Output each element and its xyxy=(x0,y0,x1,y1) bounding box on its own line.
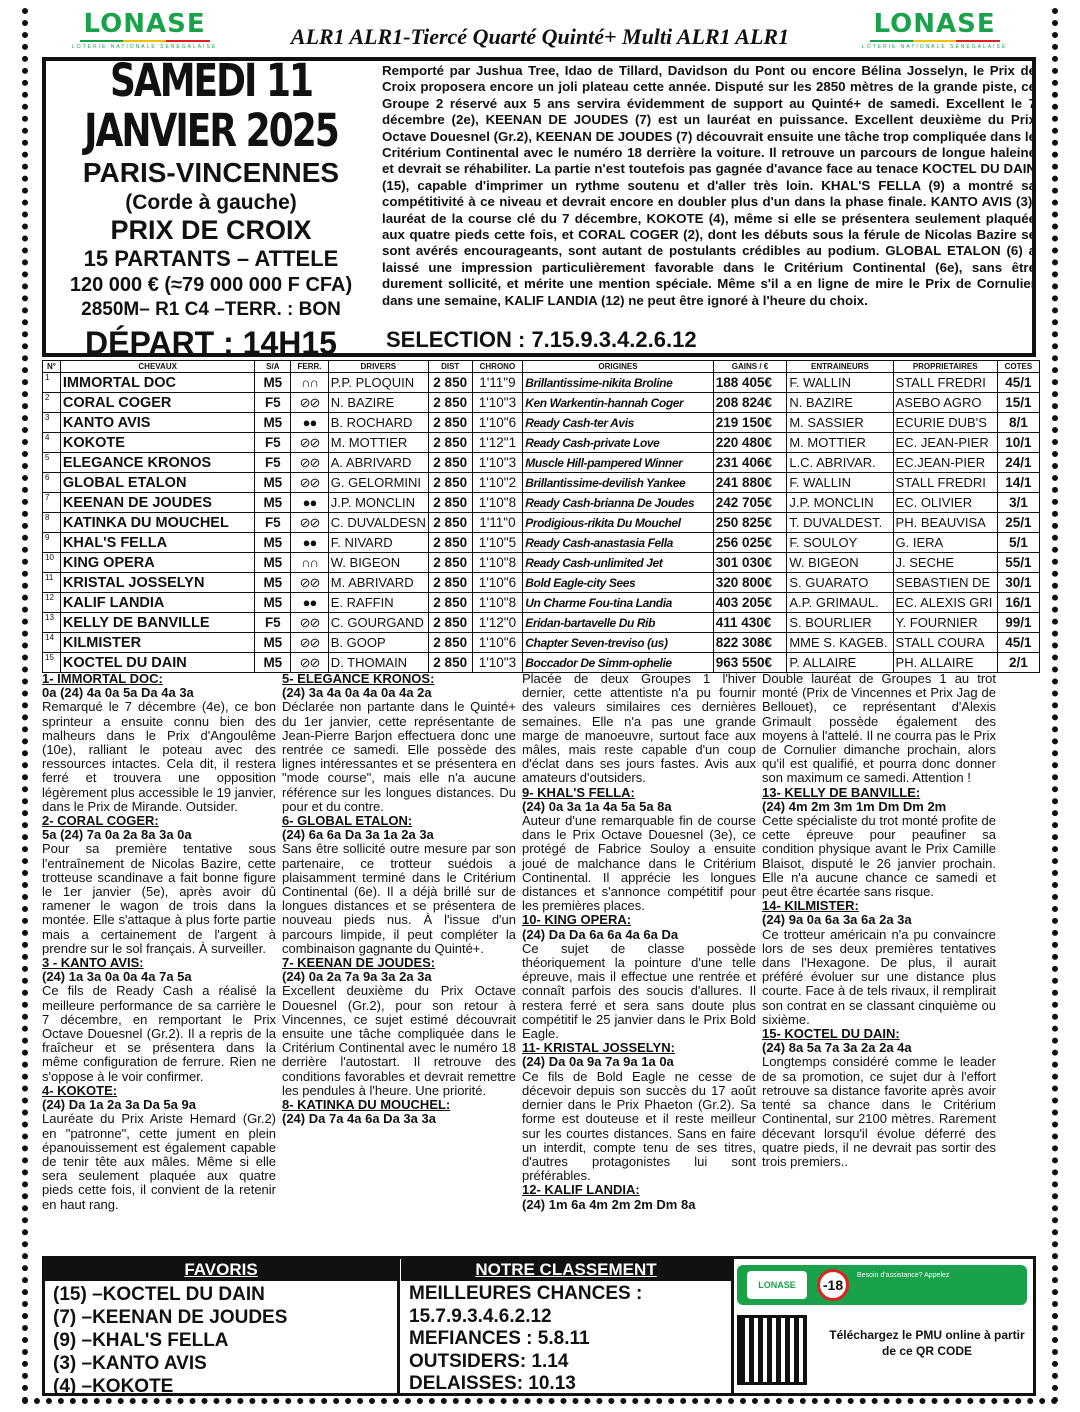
driver: B. GOOP xyxy=(328,633,428,653)
driver: A. ABRIVARD xyxy=(328,453,428,473)
chrono: 1'12"1 xyxy=(472,433,523,453)
proprietaire: EC. OLIVIER xyxy=(893,493,997,513)
entraineur: S. GUARATO xyxy=(787,573,893,593)
delaisses: DELAISSES: 10.13 xyxy=(409,1373,576,1394)
distance: 2 850 xyxy=(428,433,472,453)
chrono: 1'10"8 xyxy=(472,493,523,513)
runner-number: 4 xyxy=(43,433,61,453)
race-date: SAMEDI 11 JANVIER 2025 xyxy=(84,55,338,157)
gains: 301 030€ xyxy=(713,553,787,573)
proprietaire: STALL COURA xyxy=(893,633,997,653)
chrono: 1'10"6 xyxy=(472,413,523,433)
col-origines: ORIGINES xyxy=(523,361,713,373)
distance: 2 850 xyxy=(428,653,472,673)
chrono: 1'10"8 xyxy=(472,593,523,613)
ferrure-icon: ⊘⊘ xyxy=(291,453,329,473)
driver: M. MOTTIER xyxy=(328,433,428,453)
bottom-panel xyxy=(42,1256,1036,1396)
sex-age: M5 xyxy=(255,653,291,673)
chrono: 1'10"6 xyxy=(472,633,523,653)
comment-form: (24) 9a 0a 6a 3a 6a 2a 3a xyxy=(762,912,912,928)
table-row xyxy=(43,413,1040,433)
comment-heading: 15- KOCTEL DU DAIN: xyxy=(762,1026,900,1042)
horse-name: KHAL'S FELLA xyxy=(60,533,255,553)
table-row xyxy=(43,573,1040,593)
gains: 208 824€ xyxy=(713,393,787,413)
origines: Ready Cash-anastasia Fella xyxy=(523,533,713,553)
col-ferr: FERR. xyxy=(291,361,329,373)
comment-text: Placée de deux Groupes 1 l'hiver dernier, cette attentiste n'a pu fournir des valeurs similaires ces dernières semaines. Elle n'a pas une grande marge de manoeuvre, surtout face aux mâles, mais reste capable d'un coup d'éclat dans ses jours fastes. Avis aux amateurs d'outsiders. xyxy=(522,672,756,786)
comment-form: (24) 0a 2a 7a 9a 3a 2a 3a xyxy=(282,969,432,985)
horse-name: KEENAN DE JOUDES xyxy=(60,493,255,513)
assistance-text: Besoin d'assistance? Appelez xyxy=(857,1272,950,1279)
entraineur: N. BAZIRE xyxy=(787,393,893,413)
race-header-box xyxy=(42,55,1036,361)
favori-item: (15) –KOCTEL DU DAIN xyxy=(53,1284,265,1305)
gains: 231 406€ xyxy=(713,453,787,473)
origines: Ken Warkentin-hannah Coger xyxy=(523,393,713,413)
horse-name: KILMISTER xyxy=(60,633,255,653)
runner-number: 8 xyxy=(43,513,61,533)
sex-age: F5 xyxy=(255,613,291,633)
distance: 2 850 xyxy=(428,513,472,533)
chrono: 1'10"3 xyxy=(472,653,523,673)
cote: 24/1 xyxy=(997,453,1039,473)
race-corde: (Corde à gauche) xyxy=(125,191,297,214)
favori-item: (7) –KEENAN DE JOUDES xyxy=(53,1307,288,1328)
cote: 5/1 xyxy=(997,533,1039,553)
race-summary: Remporté par Jushua Tree, Idao de Tillard, Davidson du Pont ou encore Bélina Josselyn, le Prix de Croix proposera encore un joli plateau cette année. Disputé sur les 2850 mètres de la grande piste, ce Groupe 2 réservé aux 5 ans servira évidemment de support au Quinté+ de samedi. Excellent le 7 décembre (2e), KEENAN DE JOUDES (7) est un lauréat en puissance. Excellent deuxième du Prix Octave Douesnel (Gr.2), KEENAN DE JOUDES (7) découvrait ensuite une tâche trop compliquée dans le Critérium Continental avec le numéro 18 derrière la voiture. Il retrouve un parcours de longue haleine et devrait se réhabiliter. La partie n'est toutefois pas gagnée d'avance face au tenace KOCTEL DU DAIN (15), capable d'imprimer un rythme soutenu et d'aller très loin. KHAL'S FELLA (9) a montré sa compétitivité à ce niveau et devrait encore en doubler plus d'un dans la phase finale. KANTO AVIS (3), lauréat de la course clé du 7 décembre, KOKOTE (4), même si elle se présentera seulement plaquée aux quatre pieds cette fois, et CORAL COGER (2), dont les débuts sous la férule de Nicolas Bazire se sont avérés encourageants, sont autant de postulants crédibles au podium. GLOBAL ETALON (6) a laissé une impression particulièrement favorable dans le Critérium Continental (6e), sans être durement sollicité, et mérite une mention spéciale. Même s'il a en ligne de mire le Prix de Cornulier dans une semaine, KALIF LANDIA (12) ne peut être ignoré à l'heure du choix. xyxy=(382,63,1036,308)
entraineur: A.P. GRIMAUL. xyxy=(787,593,893,613)
cote: 10/1 xyxy=(997,433,1039,453)
table-row xyxy=(43,453,1040,473)
cote: 99/1 xyxy=(997,613,1039,633)
gains: 320 800€ xyxy=(713,573,787,593)
comment-heading: 7- KEENAN DE JOUDES: xyxy=(282,955,436,971)
table-row xyxy=(43,393,1040,413)
comment-text: Ce fils de Bold Eagle ne cesse de décevoir depuis son succès du 17 août dernier dans le Prix Phaeton (Gr.2). Sa forme est douteuse et il reste meilleur sur les courtes distances. Sans en faire un interdit, compte tenu de ses titres, d'autres protagonistes lui sont préférables. xyxy=(522,1068,756,1184)
sex-age: F5 xyxy=(255,453,291,473)
col-entraineurs: ENTRAINEURS xyxy=(787,361,893,373)
classement-list xyxy=(409,1283,642,1396)
cote: 45/1 xyxy=(997,373,1039,393)
comment-form: (24) 3a 4a 0a 4a 0a 4a 2a xyxy=(282,685,432,701)
col-dist: DIST xyxy=(428,361,472,373)
col-sa: S/A xyxy=(255,361,291,373)
proprietaire: G. IERA xyxy=(893,533,997,553)
proprietaire: STALL FREDRI xyxy=(893,373,997,393)
ferrure-icon: ⊘⊘ xyxy=(291,653,329,673)
gains: 403 205€ xyxy=(713,593,787,613)
best-values: 15.7.9.3.4.6.2.12 xyxy=(409,1305,552,1327)
sex-age: M5 xyxy=(255,373,291,393)
proprietaire: Y. FOURNIER xyxy=(893,613,997,633)
runner-number: 11 xyxy=(43,573,61,593)
horse-name: KALIF LANDIA xyxy=(60,593,255,613)
runner-number: 3 xyxy=(43,413,61,433)
comment-text: Auteur d'une remarquable fin de course dans le Prix Octave Douesnel (3e), ce protégé de Fabrice Souloy a ensuite joué de malchance dans le Critérium Continental. Il apprécie les longues distances et s'annonce compétitif pour les premières places. xyxy=(522,813,756,914)
favori-item: (4) –KOKOTE xyxy=(53,1376,174,1397)
sex-age: M5 xyxy=(255,573,291,593)
lonase-logo-left: LONASE LOTERIE NATIONALE SENEGALAISE xyxy=(72,9,218,50)
comment-form: (24) Da 1a 2a 3a Da 5a 9a xyxy=(42,1097,196,1113)
lonase-logo-right: LONASE LOTERIE NATIONALE SENEGALAISE xyxy=(862,9,1008,50)
qr-code-icon[interactable] xyxy=(737,1315,807,1385)
ferrure-icon: ●● xyxy=(291,413,329,433)
table-header-row xyxy=(43,361,1040,373)
favoris-title: FAVORIS xyxy=(45,1259,397,1281)
cote: 55/1 xyxy=(997,553,1039,573)
entraineur: W. BIGEON xyxy=(787,553,893,573)
horse-name: GLOBAL ETALON xyxy=(60,473,255,493)
favoris-list xyxy=(53,1283,287,1398)
gains: 219 150€ xyxy=(713,413,787,433)
comment-text: Déclarée non partante dans le Quinté+ du 1er janvier, cette représentante de Jean-Pierre Barjon effectuera donc une rentrée ce samedi. Elle possède des lignes intéressantes et se présentera en "mode course", mais elle n'a aucune référence sur les longues distances. Du pour et du contre. xyxy=(282,699,516,814)
distance: 2 850 xyxy=(428,473,472,493)
table-row xyxy=(43,513,1040,533)
gains: 250 825€ xyxy=(713,513,787,533)
proprietaire: ASEBO AGRO xyxy=(893,393,997,413)
horse-name: CORAL COGER xyxy=(60,393,255,413)
comment-text: Remarqué le 7 décembre (4e), ce bon sprinteur a ensuite connu bien des malheurs dans le Prix d'Angoulême (10e), ralliant le poteau avec des ressources intactes. Cela dit, il restera ferré et trouvera une opposition légèrement plus accessible le 19 janvier, dans le Prix de Mirande. Outsider. xyxy=(42,699,276,814)
chrono: 1'11"0 xyxy=(472,513,523,533)
mefiances: MEFIANCES : 5.8.11 xyxy=(409,1328,590,1349)
age-restriction-icon: -18 xyxy=(817,1269,849,1301)
table-row xyxy=(43,473,1040,493)
ferrure-icon: ⊘⊘ xyxy=(291,613,329,633)
origines: Brillantissime-nikita Broline xyxy=(523,373,713,393)
cote: 30/1 xyxy=(997,573,1039,593)
proprietaire: SEBASTIEN DE xyxy=(893,573,997,593)
entraineur: T. DUVALDEST. xyxy=(787,513,893,533)
comment-text: Sans être sollicité outre mesure par son partenaire, ce trotteur suédois a plaisamment terminé dans le Critérium Continental (6e). Il a déjà brillé sur de longues distances et se présentera de nouveau pieds nus. À l'issue d'un parcours limpide, il peut compléter la combinaison gagnante du Quinté+. xyxy=(282,841,516,956)
race-info xyxy=(46,55,376,361)
comment-form: (24) 1a 3a 0a 0a 4a 7a 5a xyxy=(42,969,192,985)
horse-name: KOCTEL DU DAIN xyxy=(60,653,255,673)
origines: Un Charme Fou-tina Landia xyxy=(523,593,713,613)
entraineur: S. BOURLIER xyxy=(787,613,893,633)
comments-col-2 xyxy=(282,672,516,1254)
table-row xyxy=(43,533,1040,553)
favori-item: (3) –KANTO AVIS xyxy=(53,1353,207,1374)
driver: P.P. PLOQUIN xyxy=(328,373,428,393)
origines: Muscle Hill-pampered Winner xyxy=(523,453,713,473)
race-depart: DÉPART : 14H15 xyxy=(85,325,337,361)
comment-heading: 10- KING OPERA: xyxy=(522,912,632,928)
entraineur: L.C. ABRIVAR. xyxy=(787,453,893,473)
comment-form: (24) 8a 5a 7a 3a 2a 2a 4a xyxy=(762,1040,912,1056)
race-venue: PARIS-VINCENNES xyxy=(82,157,340,188)
comment-heading: 5- ELEGANCE KRONOS: xyxy=(282,672,435,686)
sex-age: M5 xyxy=(255,593,291,613)
runners-table xyxy=(42,360,1040,673)
comment-heading: 1- IMMORTAL DOC: xyxy=(42,672,163,686)
cote: 3/1 xyxy=(997,493,1039,513)
race-partants: 15 PARTANTS – ATTELE xyxy=(83,246,339,271)
table-row xyxy=(43,593,1040,613)
proprietaire: EC. ALEXIS GRI xyxy=(893,593,997,613)
comments-col-4 xyxy=(762,672,996,1254)
cote: 16/1 xyxy=(997,593,1039,613)
chrono: 1'10"6 xyxy=(472,573,523,593)
comment-text: Cette spécialiste du trot monté profite de cette épreuve pour peaufiner sa condition physique avant le Prix Camille Blaisot, disputé le 26 janvier prochain. Elle n'a aucune chance ce samedi et peut être écartée sans risque. xyxy=(762,813,996,900)
race-distance: 2850M– R1 C4 –TERR. : BON xyxy=(81,299,341,320)
divider xyxy=(731,1259,734,1393)
sex-age: M5 xyxy=(255,493,291,513)
chrono: 1'10"5 xyxy=(472,533,523,553)
entraineur: F. WALLIN xyxy=(787,373,893,393)
runner-number: 2 xyxy=(43,393,61,413)
sex-age: M5 xyxy=(255,553,291,573)
comment-heading: 8- KATINKA DU MOUCHEL: xyxy=(282,1097,451,1113)
chrono: 1'10"3 xyxy=(472,453,523,473)
entraineur: F. SOULOY xyxy=(787,533,893,553)
table-row xyxy=(43,433,1040,453)
ferrure-icon: ●● xyxy=(291,533,329,553)
horse-name: KING OPERA xyxy=(60,553,255,573)
col-cotes: COTES xyxy=(997,361,1039,373)
runner-number: 9 xyxy=(43,533,61,553)
runner-number: 7 xyxy=(43,493,61,513)
col-drivers: DRIVERS xyxy=(328,361,428,373)
sex-age: F5 xyxy=(255,433,291,453)
comment-form: (24) 6a 6a Da 3a 1a 2a 3a xyxy=(282,827,434,843)
proprietaire: PH. ALLAIRE xyxy=(893,653,997,673)
gains: 256 025€ xyxy=(713,533,787,553)
entraineur: F. WALLIN xyxy=(787,473,893,493)
comment-text: Lauréate du Prix Ariste Hemard (Gr.2) en "patronne", cette jument en plein épanouissement est également capable de tenir tête aux mâles. Même si elle sera seulement plaquée aux quatre pieds cette fois, il convient de la retenir en haut rang. xyxy=(42,1111,276,1212)
divider xyxy=(397,1259,400,1393)
gains: 963 550€ xyxy=(713,653,787,673)
chrono: 1'12"0 xyxy=(472,613,523,633)
horse-name: IMMORTAL DOC xyxy=(60,373,255,393)
driver: N. BAZIRE xyxy=(328,393,428,413)
horse-name: KELLY DE BANVILLE xyxy=(60,613,255,633)
driver: M. ABRIVARD xyxy=(328,573,428,593)
comment-heading: 13- KELLY DE BANVILLE: xyxy=(762,784,921,800)
col-proprietaires: PROPRIETAIRES xyxy=(893,361,997,373)
comment-heading: 12- KALIF LANDIA: xyxy=(522,1182,640,1198)
distance: 2 850 xyxy=(428,613,472,633)
selection: SELECTION : 7.15.9.3.4.2.6.12 xyxy=(386,327,697,352)
comment-heading: 3 - KANTO AVIS: xyxy=(42,955,144,971)
comment-heading: 6- GLOBAL ETALON: xyxy=(282,813,413,829)
driver: B. ROCHARD xyxy=(328,413,428,433)
comments-col-3 xyxy=(522,672,756,1254)
runner-number: 12 xyxy=(43,593,61,613)
gains: 242 705€ xyxy=(713,493,787,513)
driver: G. GELORMINI xyxy=(328,473,428,493)
comment-heading: 2- CORAL COGER: xyxy=(42,813,159,829)
cote: 8/1 xyxy=(997,413,1039,433)
col-horse: CHEVAUX xyxy=(60,361,255,373)
driver: F. NIVARD xyxy=(328,533,428,553)
ferrure-icon: ∩∩ xyxy=(291,553,329,573)
horse-name: KOKOTE xyxy=(60,433,255,453)
sex-age: M5 xyxy=(255,473,291,493)
horse-name: KATINKA DU MOUCHEL xyxy=(60,513,255,533)
comment-text: Ce sujet de classe possède théoriquement la pointure d'une telle épreuve, mais il effectue une rentrée et connaît parfois des soucis d'allures. Il restera ferré et sera sans doute plus compétitif le 25 janvier dans le Prix Bold Eagle. xyxy=(522,940,756,1042)
distance: 2 850 xyxy=(428,573,472,593)
chrono: 1'10"2 xyxy=(472,473,523,493)
entraineur: P. ALLAIRE xyxy=(787,653,893,673)
comment-heading: 11- KRISTAL JOSSELYN: xyxy=(522,1040,675,1056)
proprietaire: PH. BEAUVISA xyxy=(893,513,997,533)
table-row xyxy=(43,633,1040,653)
bet-types-title: ALR1 ALR1-Tiercé Quarté Quinté+ Multi ALR1 ALR1 xyxy=(290,24,790,49)
ferrure-icon: ⊘⊘ xyxy=(291,573,329,593)
proprietaire: ECURIE DUB'S xyxy=(893,413,997,433)
col-gains: GAINS / € xyxy=(713,361,787,373)
cote: 2/1 xyxy=(997,653,1039,673)
runner-number: 10 xyxy=(43,553,61,573)
origines: Brillantissime-devilish Yankee xyxy=(523,473,713,493)
table-row xyxy=(43,553,1040,573)
driver: J.P. MONCLIN xyxy=(328,493,428,513)
col-chrono: CHRONO xyxy=(472,361,523,373)
entraineur: J.P. MONCLIN xyxy=(787,493,893,513)
driver: C. DUVALDESN xyxy=(328,513,428,533)
origines: Boccador De Simm-ophelie xyxy=(523,653,713,673)
proprietaire: J. SECHE xyxy=(893,553,997,573)
runner-number: 6 xyxy=(43,473,61,493)
comment-text: Double lauréat de Groupes 1 au trot monté (Prix de Vincennes et Prix Jag de Bellouet), ce représentant d'Alexis Grimault possède également des moyens à l'attelé. Il ne courra pas le Prix de Cornulier dimanche prochain, alors qu'il est qualifié, et pourra donc donner son maximum ce samedi. Attention ! xyxy=(762,672,996,786)
horse-name: KRISTAL JOSSELYN xyxy=(60,573,255,593)
distance: 2 850 xyxy=(428,533,472,553)
driver: W. BIGEON xyxy=(328,553,428,573)
origines: Prodigious-rikita Du Mouchel xyxy=(523,513,713,533)
chrono: 1'10"8 xyxy=(472,553,523,573)
runner-number: 13 xyxy=(43,613,61,633)
comment-form: (24) Da Da 6a 6a 4a 6a Da xyxy=(522,926,679,942)
comment-text: Ce trotteur américain n'a pu convaincre lors de ses deux premières tentatives dans l'Hexagone. De plus, il aurait préféré évoluer sur une distance plus courte. Face à de tels rivaux, il remplirait son contrat en se classant cinquième ou sixième. xyxy=(762,926,996,1027)
pmu-banner xyxy=(737,1265,1027,1305)
distance: 2 850 xyxy=(428,593,472,613)
ferrure-icon: ●● xyxy=(291,593,329,613)
ferrure-icon: ⊘⊘ xyxy=(291,393,329,413)
sex-age: F5 xyxy=(255,393,291,413)
comment-text: Ce fils de Ready Cash a réalisé la meilleure performance de sa carrière le 7 décembre, en remportant le Prix Octave Douesnel (Gr.2). Il a repris de la fraîcheur et se présentera dans la même configuration de ferrure. Rien ne s'oppose à le voir confirmer. xyxy=(42,983,276,1084)
table-row xyxy=(43,613,1040,633)
horse-name: ELEGANCE KRONOS xyxy=(60,453,255,473)
distance: 2 850 xyxy=(428,373,472,393)
origines: Eridan-bartavelle Du Rib xyxy=(523,613,713,633)
comment-form: (24) Da 7a 4a 6a Da 3a 3a xyxy=(282,1111,436,1127)
outsiders: OUTSIDERS: 1.14 xyxy=(409,1350,569,1372)
lonase-mini-logo: LONASE xyxy=(747,1271,807,1299)
comment-form: (24) 4m 2m 3m 1m Dm Dm 2m xyxy=(762,798,947,814)
comment-heading: 9- KHAL'S FELLA: xyxy=(522,784,635,800)
comment-form: 0a (24) 4a 0a 5a Da 4a 3a xyxy=(42,685,194,701)
distance: 2 850 xyxy=(428,413,472,433)
col-num: N° xyxy=(43,361,61,373)
comment-form: 5a (24) 7a 0a 2a 8a 3a 0a xyxy=(42,827,192,843)
runner-number: 15 xyxy=(43,653,61,673)
distance: 2 850 xyxy=(428,633,472,653)
comments-col-1 xyxy=(42,672,276,1254)
cote: 15/1 xyxy=(997,393,1039,413)
chrono: 1'11"9 xyxy=(472,373,523,393)
origines: Chapter Seven-treviso (us) xyxy=(523,633,713,653)
table-row xyxy=(43,373,1040,393)
sex-age: F5 xyxy=(255,513,291,533)
entraineur: M. SASSIER xyxy=(787,413,893,433)
sex-age: M5 xyxy=(255,413,291,433)
classement-title: NOTRE CLASSEMENT xyxy=(401,1259,731,1281)
table-row xyxy=(43,493,1040,513)
ferrure-icon: ∩∩ xyxy=(291,373,329,393)
sex-age: M5 xyxy=(255,533,291,553)
comment-text: Excellent deuxième du Prix Octave Douesnel (Gr.2), pour son retour à Vincennes, ce sujet estimé découvrait ensuite une tâche compliquée dans le Critérium Continental avec le numéro 18 derrière l'autostart. Il retrouve des conditions favorables et devrait remettre les pendules à l'heure. Une priorité. xyxy=(282,983,516,1098)
origines: Ready Cash-ter Avis xyxy=(523,413,713,433)
gains: 822 308€ xyxy=(713,633,787,653)
distance: 2 850 xyxy=(428,453,472,473)
runner-number: 1 xyxy=(43,373,61,393)
comment-heading: 4- KOKOTE: xyxy=(42,1082,118,1098)
favori-item: (9) –KHAL'S FELLA xyxy=(53,1330,229,1351)
qr-caption: Téléchargez le PMU online à partir de ce QR CODE xyxy=(829,1328,1025,1358)
best-label: MEILLEURES CHANCES : xyxy=(409,1283,643,1304)
entraineur: M. MOTTIER xyxy=(787,433,893,453)
proprietaire: STALL FREDRI xyxy=(893,473,997,493)
race-prix: PRIX DE CROIX xyxy=(110,215,312,245)
comment-text: Longtemps considéré comme le leader de sa promotion, ce sujet dur à l'effort retrouve sa distance favorite après avoir tenté sa chance dans le Critérium Continental, sur 2100 mètres. Rarement décevant lorsqu'il évolue déferré des quatre pieds, il ne devrait pas sortir des trois premiers.. xyxy=(762,1054,996,1169)
proprietaire: EC.JEAN-PIER xyxy=(893,453,997,473)
comments-columns xyxy=(42,672,1000,1254)
runner-number: 5 xyxy=(43,453,61,473)
sex-age: M5 xyxy=(255,633,291,653)
proprietaire: EC. JEAN-PIER xyxy=(893,433,997,453)
gains: 220 480€ xyxy=(713,433,787,453)
driver: D. THOMAIN xyxy=(328,653,428,673)
cote: 14/1 xyxy=(997,473,1039,493)
gains: 241 880€ xyxy=(713,473,787,493)
entraineur: MME S. KAGEB. xyxy=(787,633,893,653)
distance: 2 850 xyxy=(428,393,472,413)
driver: C. GOURGAND xyxy=(328,613,428,633)
distance: 2 850 xyxy=(428,553,472,573)
comment-heading: 14- KILMISTER: xyxy=(762,898,859,914)
comment-form: (24) 1m 6a 4m 2m 2m Dm 8a xyxy=(522,1196,696,1212)
chrono: 1'10"3 xyxy=(472,393,523,413)
distance: 2 850 xyxy=(428,493,472,513)
ferrure-icon: ●● xyxy=(291,493,329,513)
ferrure-icon: ⊘⊘ xyxy=(291,513,329,533)
cote: 45/1 xyxy=(997,633,1039,653)
ferrure-icon: ⊘⊘ xyxy=(291,633,329,653)
table-row xyxy=(43,653,1040,673)
cote: 25/1 xyxy=(997,513,1039,533)
comment-form: (24) 0a 3a 1a 4a 5a 5a 8a xyxy=(522,798,672,814)
comment-form: (24) Da 0a 9a 7a 9a 1a 0a xyxy=(522,1054,674,1070)
ferrure-icon: ⊘⊘ xyxy=(291,473,329,493)
horse-name: KANTO AVIS xyxy=(60,413,255,433)
comment-text: Pour sa première tentative sous l'entraînement de Nicolas Bazire, cette trotteuse scandinave a fait bonne figure le 1er janvier (5e), après avoir dû ramener le wagon de trois dans la montée. Elle s'attaque à plus forte partie mais a certainement de l'argent à prendre sur le sol français. À surveiller. xyxy=(42,841,276,956)
origines: Bold Eagle-city Sees xyxy=(523,573,713,593)
ferrure-icon: ⊘⊘ xyxy=(291,433,329,453)
driver: E. RAFFIN xyxy=(328,593,428,613)
origines: Ready Cash-brianna De Joudes xyxy=(523,493,713,513)
gains: 188 405€ xyxy=(713,373,787,393)
gains: 411 430€ xyxy=(713,613,787,633)
origines: Ready Cash-unlimited Jet xyxy=(523,553,713,573)
origines: Ready Cash-private Love xyxy=(523,433,713,453)
runner-number: 14 xyxy=(43,633,61,653)
race-prize: 120 000 € (≈79 000 000 F CFA) xyxy=(69,274,353,296)
